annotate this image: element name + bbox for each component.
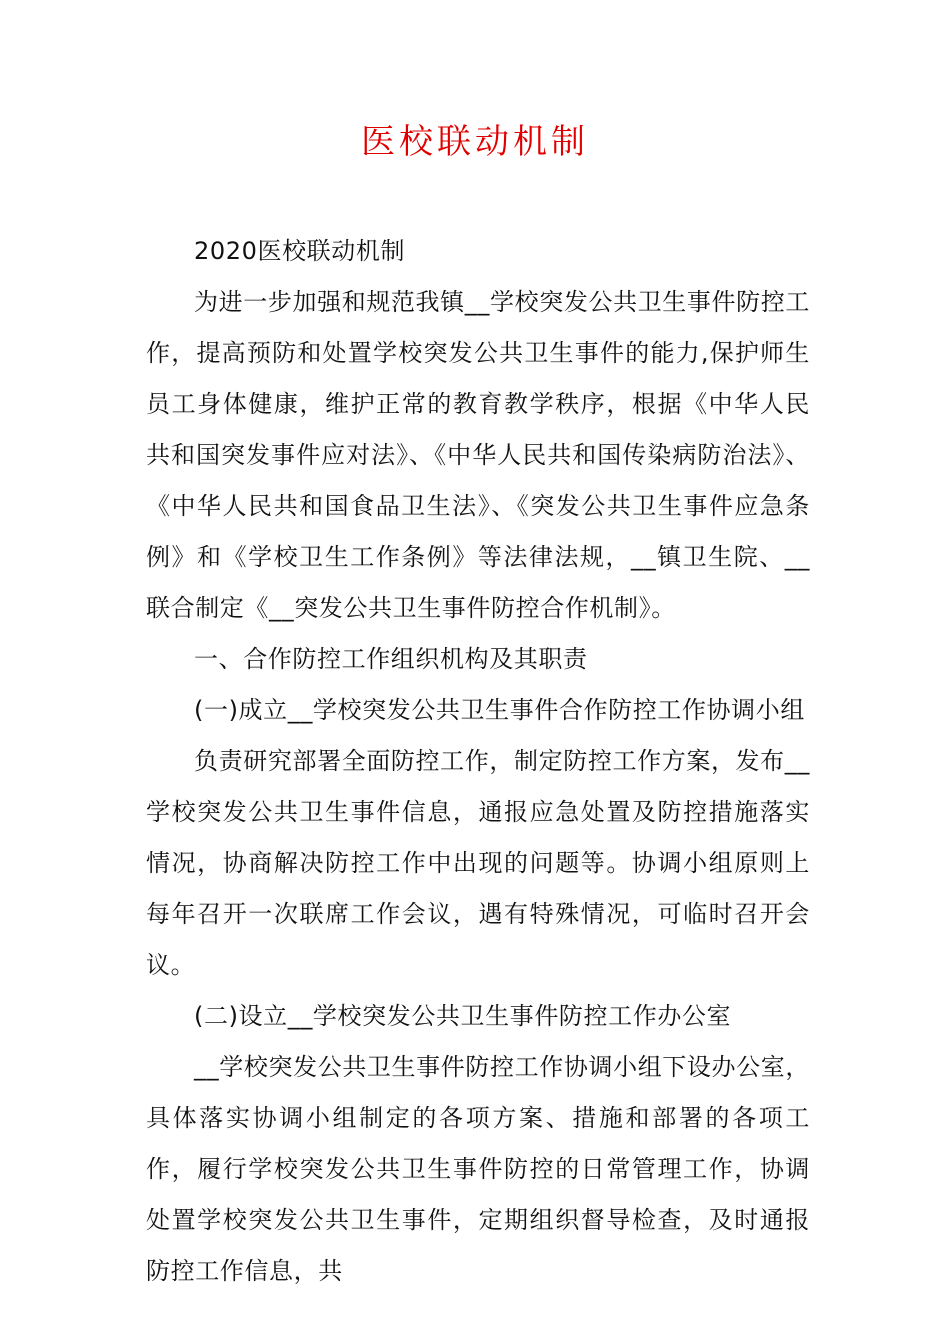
section-heading-1: 一、合作防控工作组织机构及其职责 — [194, 645, 588, 673]
document-body — [146, 226, 810, 1297]
subsection-heading-2: (二)设立__学校突发公共卫生事件防控工作办公室 — [194, 1002, 732, 1030]
paragraph-coordination-group: 负责研究部署全面防控工作，制定防控工作方案，发布__学校突发公共卫生事件信息，通报应急处置及防控措施落实情况，协商解决防控工作中出现的问题等。协调小组原则上每年召开一次联席工作会议，遇有特殊情况，可临时召开会议。 — [146, 747, 810, 979]
paragraph-subtitle: 2020医校联动机制 — [194, 237, 406, 265]
paragraph-intro: 为进一步加强和规范我镇__学校突发公共卫生事件防控工作，提高预防和处置学校突发公共卫生事件的能力,保护师生员工身体健康，维护正常的教育教学秩序，根据《中华人民共和国突发事件应对法》、《中华人民共和国传染病防治法》、《中华人民共和国食品卫生法》、《突发公共卫生事件应急条例》和《学校卫生工作条例》等法律法规，__镇卫生院、__联合制定《__突发公共卫生事件防控合作机制》。 — [146, 288, 810, 622]
subsection-heading-1: (一)成立__学校突发公共卫生事件合作防控工作协调小组 — [194, 696, 805, 724]
document-title: 医校联动机制 — [361, 122, 589, 162]
paragraph-office: __学校突发公共卫生事件防控工作协调小组下设办公室，具体落实协调小组制定的各项方案、措施和部署的各项工作，履行学校突发公共卫生事件防控的日常管理工作，协调处置学校突发公共卫生事件，定期组织督导检查，及时通报防控工作信息，共 — [146, 1053, 810, 1285]
